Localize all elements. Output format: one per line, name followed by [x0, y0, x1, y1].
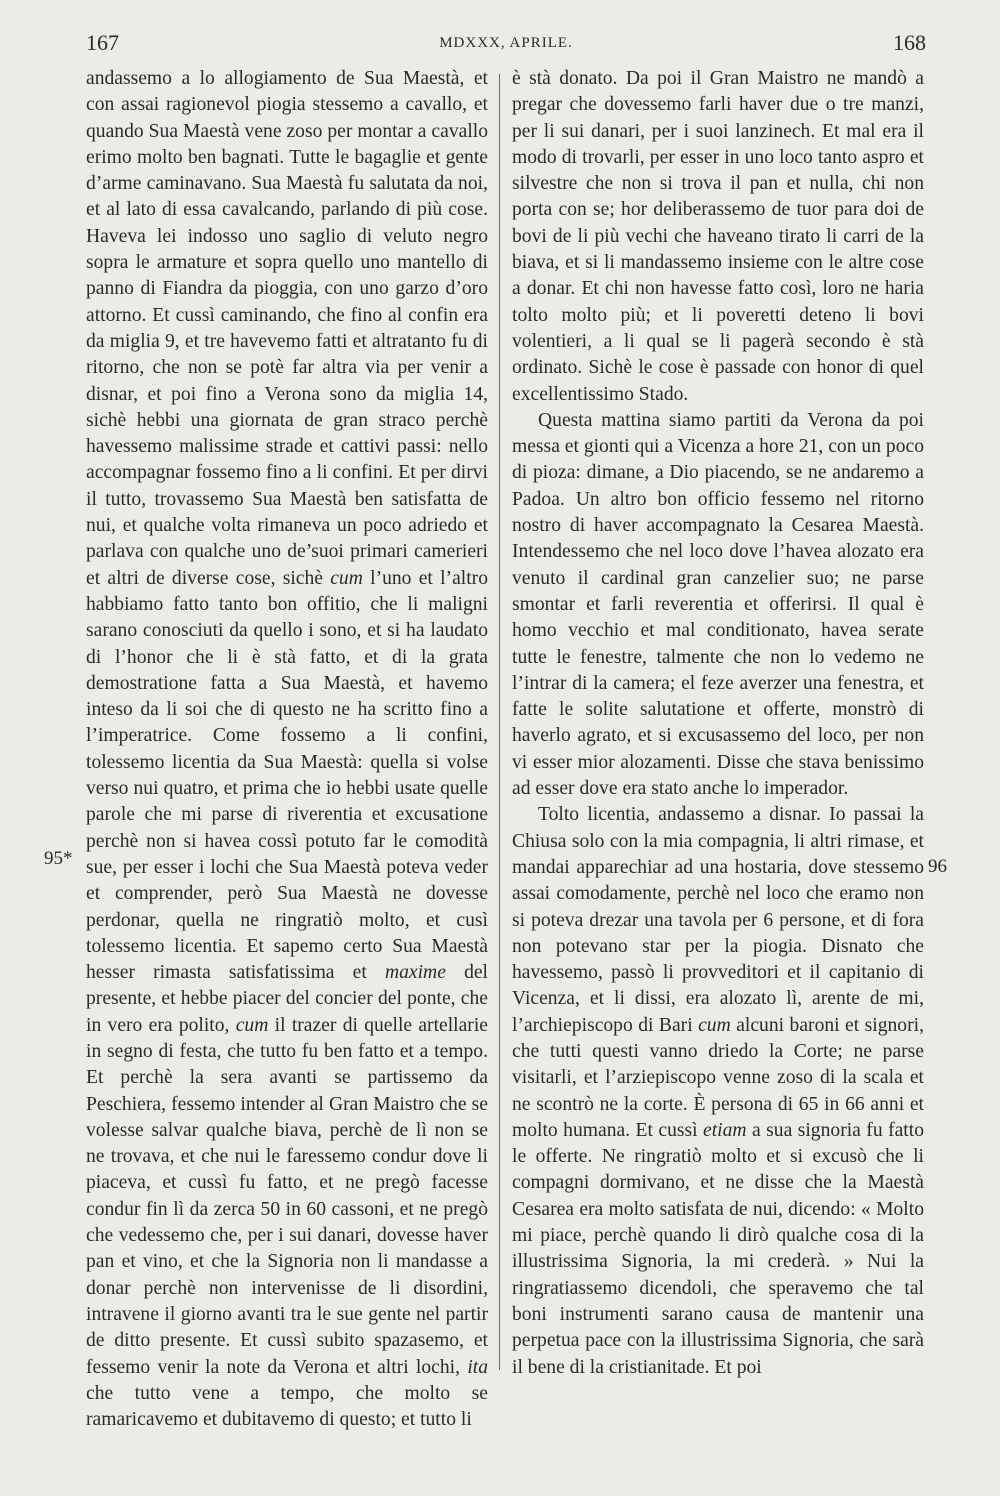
italic-word: cum	[698, 1014, 731, 1036]
margin-note-right: 96	[928, 856, 947, 877]
italic-word: cum	[330, 567, 363, 589]
page-number-left: 167	[86, 30, 119, 55]
italic-word: maxime	[384, 962, 446, 984]
italic-word: cum	[235, 1014, 269, 1036]
column-divider	[499, 74, 500, 1370]
left-column	[86, 66, 488, 1431]
right-paragraph-2: Questa mattina siamo partiti da Verona da poi messa et gionti qui a Vicenza a hore 21, con un poco di pioza: dimane, a Dio piacendo, se ne andaremo a Padoa. Un altro bon officio fessemo nel ritorno nostro di haver accompagnato la Cesarea Maestà. Intendessemo che nel loco dove l’havea alozato era venuto il cardinal gran canzelier suo; ne parse smontar et farli reverentia et offerirsi. Il qual è homo vecchio et mal conditionato, havea serate tutte le fenestre, talmente che non lo vedemo ne l’intrar di la camera; el feze averzer una fenestra, et fatte le solite salutatione et offerte, monstrò di haverlo agrato, et si excusassemo del loco, per non vi esser mior alozamenti. Disse che stava benissimo ad esser dove era stato anche lo imperador.	[512, 409, 924, 800]
right-paragraph-3: Tolto licentia, andassemo a disnar. Io passai la Chiusa solo con la mia compagnia, li altri rimase, et mandai apparechiar ad una hostaria, dove stessemo assai comodamente, perchè nel loco che eramo non si poteva drezar una tavola per 6 persone, et di fora non potevano star per la piogia. Disnato che havessemo, passò li provveditori et il capitanio di Vicenza, et li dissi, era alozato lì, arente de mi, l’archiepiscopo di Bari cum alcuni baroni et signori, che tutti questi vanno driedo la Corte; ne parse visitarli, et l’arziepiscopo venne zoso di la scala et ne scontrò ne la corte. È persona di 65 in 66 anni et molto humana. Et cussì etiam a sua signoria fu fatto le offerte. Ne ringratiò molto et si excusò che li compagni dormivano, et ne disse che la Maestà Cesarea era molto satisfata de nui, dicendo: « Molto mi piace, perchè quando li dirò qualche cosa di la illustrissima Signoria, la mi crederà. » Nui la ringratiassemo dicendoli, che speravemo che tal boni instrumenti sarano causa de mantenir una perpetua pace con la illustrissima Signoria, che sarà il bene di la cristianitade. Et poi	[512, 804, 924, 1378]
left-paragraph: andassemo a lo allogiamento de Sua Maestà, et con assai ragionevol piogia stessemo a cavallo, et quando Sua Maestà vene zoso per montar a cavallo erimo molto ben bagnati. Tutte le bagaglie et gente d’arme caminavano. Sua Maestà fu salutata da noi, et al lato di essa cavalcando, parlando di più cose. Haveva lei indosso uno saglio di veluto negro sopra le armature et sopra quello uno mantello di panno di Fiandra da pioggia, con uno garzo d’oro attorno. Et cussì caminando, che fino al confin era da miglia 9, et tre havevemo fatti et altratanto fu di ritorno, che non se potè far altra via per venir a disnar, et poi fino a Verona sono da miglia 14, sichè hebbi una giornata de gran straco perchè havessemo malissime strade et cattivi passi: nello accompagnar fossemo fino a li confini. Et per dirvi il tutto, trovassemo Sua Maestà ben satisfatta de nui, et qualche volta rimaneva un poco adriedo et parlava con qualche uno de’suoi primari camerieri et altri de diverse cose, sichè cum l’uno et l’altro habbiamo fatto tanto bon offitio, che li maligni sarano conosciuti da quello i sono, et si ha laudato di l’honor che li è stà fatto, et di la grata demostratione fatta a Sua Maestà, et havemo inteso da li soi che di questo ne ha scritto fino a l’imperatrice. Come fossemo a li confini, tolessemo licentia da Sua Maestà: quella si volse verso nui quatro, et prima che io hebbi usate quelle parole che mi parse di riverentia et excusatione perchè non si havea cossì potuto far le comodità sue, per esser i lochi che Sua Maestà poteva veder et comprender, però Sua Maestà ne dovesse perdonar, quella ne ringratiò molto, et cusì tolessemo licentia. Et sapemo certo Sua Maestà hesser rimasta satisfatissima et maxime del presente, et hebbe piacer del concier del ponte, che in vero era polito, cum il trazer di quelle artellarie in segno di festa, che tutto fu ben fatto et a tempo. Et perchè la sera avanti se partissemo da Peschiera, fessemo intender al Gran Maistro che se volesse salvar qualche biava, perchè de lì non se ne trovava, et che nui le faressemo condur dove li piaceva, et cussì fu fatto, et ne pregò facesse condur fin lì da zerca 50 in 60 cassoni, et ne pregò che vedessemo che, per i sui danari, dovesse haver pan et vino, et che la Signoria non li mandasse a donar perchè non intervenisse de li disordini, intravene il giorno avanti tra le sue gente nel partir de ditto presente. Et cussì subito spazasemo, et fessemo venir la note da Verona et altri lochi, ita che tutto vene a tempo, che molto se ramaricavemo et dubitavemo di questo; et tutto li	[86, 68, 488, 1431]
italic-word: ita	[467, 1356, 488, 1378]
page-header	[86, 30, 926, 60]
right-paragraph-1: è stà donato. Da poi il Gran Maistro ne mandò a pregar che dovessemo farli haver due o tre manzi, per li sui danari, per i suoi lanzinech. Et mal era il modo di trovarli, per esser in uno loco tanto aspro et silvestre che non si trova il pan et nulla, chi non porta con se; hor deliberassemo de tuor para doi de bovi de li più vechi che haveano tirato li carri de la biava, et si li mandassemo insieme con le altre cose a donar. Et chi non havesse fatto così, loro ne haria tolto molto più; et li poveretti deteno li bovi volentieri, a li qual se li pagerà secondo è stà ordinato. Sichè le cose è passade con honor di quel excellentissimo Stado.	[512, 68, 924, 405]
running-title: MDXXX, APRILE.	[439, 35, 573, 51]
page-number-right: 168	[893, 30, 926, 55]
right-column	[512, 66, 924, 1378]
italic-word: etiam	[703, 1119, 747, 1141]
margin-note-left: 95*	[44, 848, 73, 869]
